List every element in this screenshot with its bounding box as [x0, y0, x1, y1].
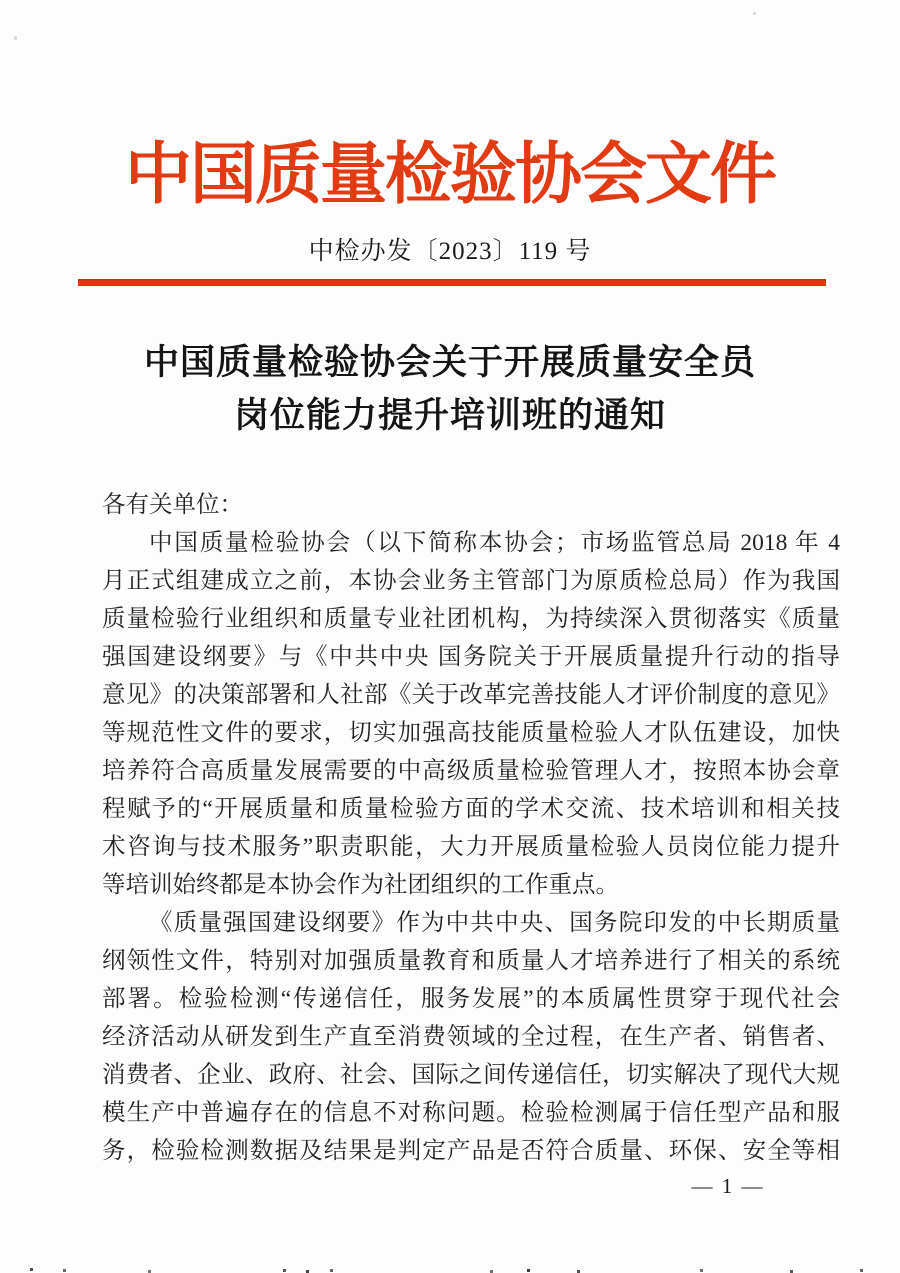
document-title	[0, 336, 900, 442]
body-line: 质量检验行业组织和质量专业社团机构，为持续深入贯彻落实《质量	[102, 606, 840, 632]
body-line: 月正式组建成立之前，本协会业务主管部门为原质检总局）作为我国	[102, 568, 840, 594]
body-line: 程赋予的“开展质量和质量检验方面的学术交流、技术培训和相关技	[102, 796, 840, 822]
body-text	[102, 486, 840, 1170]
page-number: — 1 —	[691, 1174, 765, 1198]
body-line: 强国建设纲要》与《中共中央 国务院关于开展质量提升行动的指导	[102, 644, 840, 670]
body-line: 纲领性文件，特别对加强质量教育和质量人才培养进行了相关的系统	[102, 948, 840, 974]
scan-artifacts	[30, 1268, 33, 1271]
body-line: 等规范性文件的要求，切实加强高技能质量检验人才队伍建设，加快	[102, 720, 840, 746]
body-line: 中国质量检验协会（以下简称本协会；市场监管总局 2018 年 4	[149, 530, 840, 556]
body-line: 务，检验检测数据及结果是判定产品是否符合质量、环保、安全等相	[102, 1138, 840, 1164]
body-line: 术咨询与技术服务”职责职能，大力开展质量检验人员岗位能力提升	[102, 834, 840, 860]
body-line: 等培训始终都是本协会作为社团组织的工作重点。	[102, 872, 619, 898]
doc-number: 中检办发〔2023〕119 号	[308, 238, 592, 265]
body-line: 经济活动从研发到生产直至消费领域的全过程，在生产者、销售者、	[102, 1024, 840, 1050]
body-line: 培养符合高质量发展需要的中高级质量检验管理人才，按照本协会章	[102, 758, 840, 784]
body-line: 各有关单位：	[102, 492, 243, 518]
document-title-line2: 岗位能力提升培训班的通知	[233, 396, 666, 435]
body-line: 模生产中普遍存在的信息不对称问题。检验检测属于信任型产品和服	[102, 1100, 840, 1126]
body-line: 消费者、企业、政府、社会、国际之间传递信任，切实解决了现代大规	[102, 1062, 840, 1088]
body-line: 意见》的决策部署和人社部《关于改革完善技能人才评价制度的意见》	[102, 682, 840, 708]
document-title-line1: 中国质量检验协会关于开展质量安全员	[143, 343, 756, 382]
body-line: 部署。检验检测“传递信任，服务发展”的本质属性贯穿于现代社会	[102, 986, 840, 1012]
scan-artifact-dot	[753, 12, 756, 15]
org-title: 中国质量检验协会文件	[125, 138, 775, 212]
scan-artifact-dot	[14, 36, 17, 40]
header-divider-rule	[78, 279, 826, 286]
body-line: 《质量强国建设纲要》作为中共中央、国务院印发的中长期质量	[149, 910, 840, 936]
